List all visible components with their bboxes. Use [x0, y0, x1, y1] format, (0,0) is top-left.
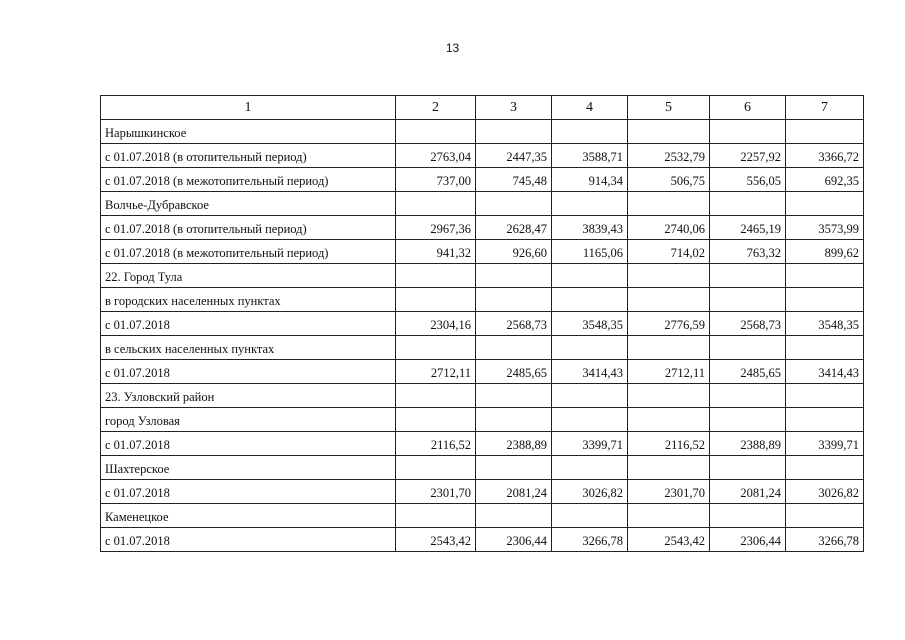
tariff-value-cell: 2967,36: [396, 216, 476, 240]
tariff-value-cell: [710, 384, 786, 408]
tariff-value-cell: [710, 456, 786, 480]
tariff-value-cell: [476, 264, 552, 288]
table-row: [101, 168, 864, 192]
row-label: с 01.07.2018 (в межотопительный период): [101, 168, 396, 192]
tariff-value-cell: 3548,35: [552, 312, 628, 336]
tariff-value-cell: 2301,70: [628, 480, 710, 504]
tariff-value-cell: [476, 456, 552, 480]
tariff-value-cell: [786, 504, 864, 528]
tariff-value-cell: 2465,19: [710, 216, 786, 240]
tariff-value-cell: [476, 384, 552, 408]
tariff-value-cell: 2388,89: [476, 432, 552, 456]
tariff-value-cell: [476, 408, 552, 432]
row-label: с 01.07.2018 (в межотопительный период): [101, 240, 396, 264]
row-label: с 01.07.2018: [101, 432, 396, 456]
tariff-value-cell: [476, 336, 552, 360]
tariff-value-cell: 745,48: [476, 168, 552, 192]
tariff-value-cell: 2301,70: [396, 480, 476, 504]
tariff-value-cell: 2116,52: [628, 432, 710, 456]
row-label: город Узловая: [101, 408, 396, 432]
tariff-value-cell: [552, 120, 628, 144]
tariff-value-cell: [710, 408, 786, 432]
tariff-value-cell: [476, 288, 552, 312]
table-row: [101, 336, 864, 360]
tariff-value-cell: [552, 336, 628, 360]
row-label: Каменецкое: [101, 504, 396, 528]
tariff-value-cell: [396, 384, 476, 408]
tariff-value-cell: [628, 336, 710, 360]
tariff-value-cell: 2543,42: [628, 528, 710, 552]
tariff-value-cell: 2568,73: [710, 312, 786, 336]
tariff-value-cell: [710, 192, 786, 216]
row-label: с 01.07.2018: [101, 312, 396, 336]
tariff-value-cell: 3399,71: [786, 432, 864, 456]
table-row: [101, 192, 864, 216]
tariff-value-cell: [710, 120, 786, 144]
tariff-value-cell: 3839,43: [552, 216, 628, 240]
row-label: с 01.07.2018: [101, 528, 396, 552]
tariff-value-cell: [552, 384, 628, 408]
row-label: 22. Город Тула: [101, 264, 396, 288]
tariff-value-cell: 914,34: [552, 168, 628, 192]
row-label: Нарышкинское: [101, 120, 396, 144]
tariff-value-cell: 2081,24: [710, 480, 786, 504]
tariff-value-cell: 2532,79: [628, 144, 710, 168]
tariff-value-cell: 2740,06: [628, 216, 710, 240]
row-label: с 01.07.2018: [101, 360, 396, 384]
row-label: 23. Узловский район: [101, 384, 396, 408]
tariff-value-cell: 556,05: [710, 168, 786, 192]
tariff-table: [100, 95, 864, 552]
tariff-value-cell: 3366,72: [786, 144, 864, 168]
column-number-header: 1: [101, 96, 396, 120]
tariff-value-cell: [396, 504, 476, 528]
table-row: [101, 360, 864, 384]
tariff-value-cell: 3266,78: [552, 528, 628, 552]
tariff-value-cell: 3399,71: [552, 432, 628, 456]
tariff-value-cell: 3573,99: [786, 216, 864, 240]
row-label: с 01.07.2018 (в отопительный период): [101, 216, 396, 240]
tariff-value-cell: 2568,73: [476, 312, 552, 336]
tariff-value-cell: [552, 264, 628, 288]
tariff-value-cell: 506,75: [628, 168, 710, 192]
table-row: [101, 144, 864, 168]
tariff-value-cell: 3026,82: [552, 480, 628, 504]
tariff-value-cell: [476, 504, 552, 528]
table-row: [101, 408, 864, 432]
column-number-header: 2: [396, 96, 476, 120]
tariff-value-cell: 899,62: [786, 240, 864, 264]
row-label: с 01.07.2018: [101, 480, 396, 504]
row-label: Шахтерское: [101, 456, 396, 480]
tariff-value-cell: [628, 384, 710, 408]
tariff-value-cell: 1165,06: [552, 240, 628, 264]
tariff-value-cell: [396, 288, 476, 312]
tariff-value-cell: 3548,35: [786, 312, 864, 336]
tariff-value-cell: 2485,65: [476, 360, 552, 384]
tariff-value-cell: [786, 120, 864, 144]
tariff-value-cell: [396, 192, 476, 216]
table-row: [101, 384, 864, 408]
table-row: [101, 432, 864, 456]
tariff-value-cell: [396, 408, 476, 432]
tariff-value-cell: 3414,43: [552, 360, 628, 384]
table-row: [101, 120, 864, 144]
tariff-value-cell: 2306,44: [710, 528, 786, 552]
tariff-value-cell: 3588,71: [552, 144, 628, 168]
tariff-value-cell: 941,32: [396, 240, 476, 264]
tariff-value-cell: 2543,42: [396, 528, 476, 552]
tariff-value-cell: 763,32: [710, 240, 786, 264]
tariff-value-cell: [396, 456, 476, 480]
tariff-value-cell: 2116,52: [396, 432, 476, 456]
tariff-value-cell: 2776,59: [628, 312, 710, 336]
table-row: [101, 288, 864, 312]
tariff-value-cell: [396, 120, 476, 144]
table-row: [101, 528, 864, 552]
tariff-value-cell: [628, 288, 710, 312]
page-number: 13: [445, 41, 460, 55]
tariff-value-cell: [476, 192, 552, 216]
row-label: с 01.07.2018 (в отопительный период): [101, 144, 396, 168]
column-number-header: 3: [476, 96, 552, 120]
tariff-value-cell: [552, 408, 628, 432]
tariff-value-cell: [628, 264, 710, 288]
tariff-value-cell: [786, 408, 864, 432]
tariff-value-cell: 2304,16: [396, 312, 476, 336]
tariff-value-cell: 2712,11: [628, 360, 710, 384]
table-row: [101, 480, 864, 504]
tariff-value-cell: [786, 336, 864, 360]
tariff-value-cell: [710, 288, 786, 312]
table-row: [101, 504, 864, 528]
tariff-value-cell: [552, 504, 628, 528]
tariff-value-cell: [786, 192, 864, 216]
tariff-value-cell: [476, 120, 552, 144]
table-header-row: [101, 96, 864, 120]
row-label: Волчье-Дубравское: [101, 192, 396, 216]
table-row: [101, 240, 864, 264]
table-row: [101, 456, 864, 480]
tariff-value-cell: [786, 264, 864, 288]
table-row: [101, 312, 864, 336]
column-number-header: 4: [552, 96, 628, 120]
tariff-value-cell: [786, 384, 864, 408]
tariff-value-cell: [552, 288, 628, 312]
row-label: в сельских населенных пунктах: [101, 336, 396, 360]
tariff-value-cell: [628, 120, 710, 144]
tariff-value-cell: [710, 336, 786, 360]
tariff-value-cell: 2712,11: [396, 360, 476, 384]
row-label: в городских населенных пунктах: [101, 288, 396, 312]
tariff-value-cell: 714,02: [628, 240, 710, 264]
tariff-value-cell: 2081,24: [476, 480, 552, 504]
tariff-value-cell: 2306,44: [476, 528, 552, 552]
table-row: [101, 216, 864, 240]
column-number-header: 5: [628, 96, 710, 120]
tariff-value-cell: 737,00: [396, 168, 476, 192]
tariff-value-cell: [628, 456, 710, 480]
tariff-value-cell: 2763,04: [396, 144, 476, 168]
tariff-value-cell: 926,60: [476, 240, 552, 264]
tariff-value-cell: 3414,43: [786, 360, 864, 384]
tariff-value-cell: 2628,47: [476, 216, 552, 240]
tariff-value-cell: 2485,65: [710, 360, 786, 384]
tariff-value-cell: [552, 456, 628, 480]
tariff-value-cell: [710, 264, 786, 288]
tariff-value-cell: [628, 192, 710, 216]
table-row: [101, 264, 864, 288]
tariff-value-cell: [396, 336, 476, 360]
tariff-value-cell: 2257,92: [710, 144, 786, 168]
tariff-value-cell: [786, 288, 864, 312]
tariff-value-cell: [628, 408, 710, 432]
tariff-value-cell: 692,35: [786, 168, 864, 192]
tariff-value-cell: 3266,78: [786, 528, 864, 552]
tariff-value-cell: [396, 264, 476, 288]
tariff-value-cell: 3026,82: [786, 480, 864, 504]
column-number-header: 7: [786, 96, 864, 120]
tariff-value-cell: 2388,89: [710, 432, 786, 456]
column-number-header: 6: [710, 96, 786, 120]
tariff-value-cell: [786, 456, 864, 480]
tariff-value-cell: 2447,35: [476, 144, 552, 168]
tariff-value-cell: [628, 504, 710, 528]
tariff-value-cell: [710, 504, 786, 528]
tariff-value-cell: [552, 192, 628, 216]
